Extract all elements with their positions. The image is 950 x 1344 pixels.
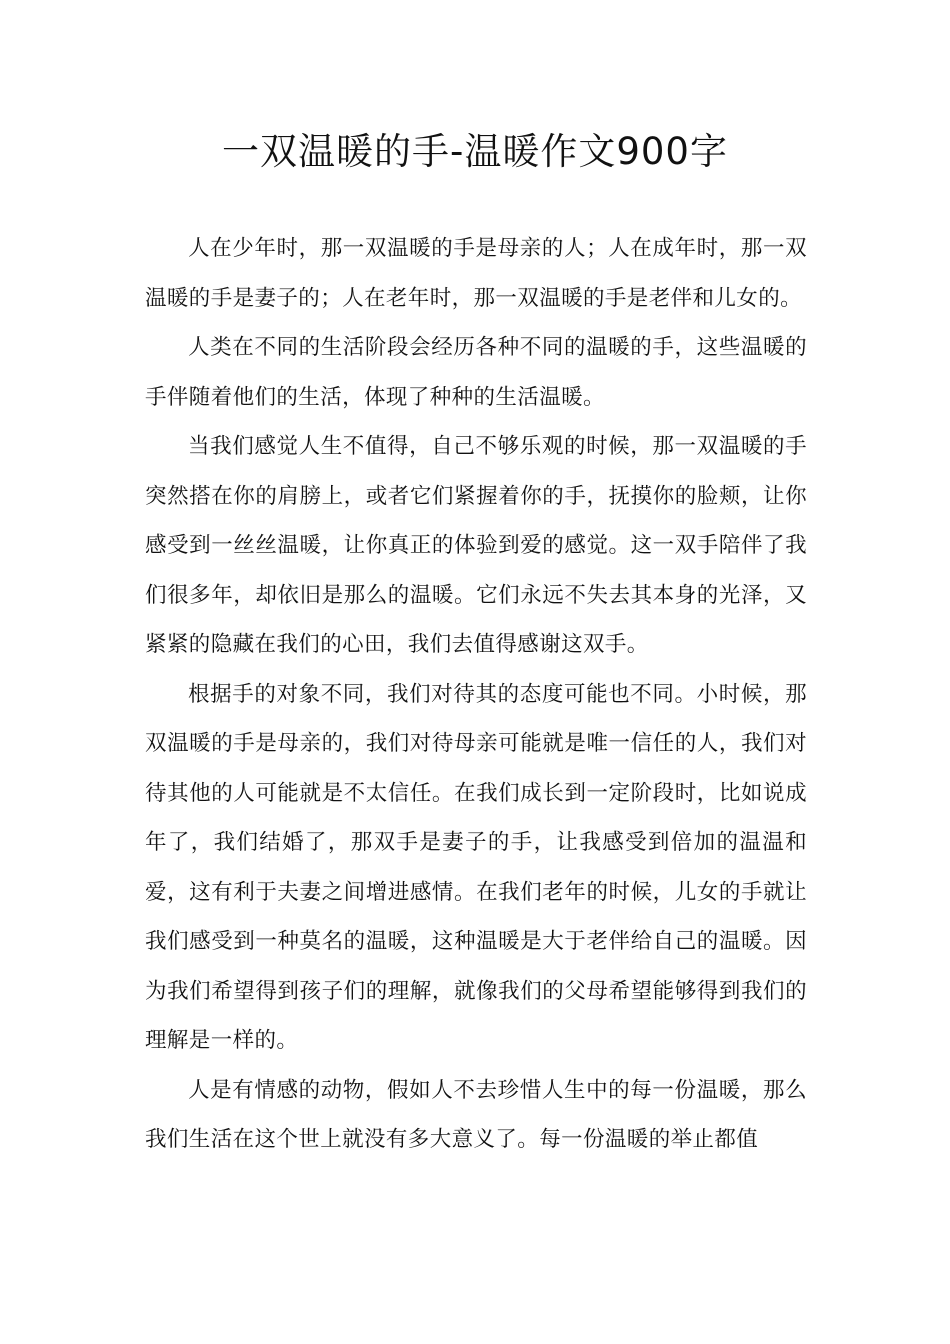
document-body: [145, 224, 807, 1165]
document-title: 一双温暖的手-温暖作文900字: [222, 130, 728, 173]
paragraph-1: 人在少年时，那一双温暖的手是母亲的人；人在成年时，那一双温暖的手是妻子的；人在老年时，那一双温暖的手是老伴和儿女的。: [145, 236, 807, 311]
paragraph-5: 人是有情感的动物，假如人不去珍惜人生中的每一份温暖，那么我们生活在这个世上就没有多大意义了。每一份温暖的举止都值: [145, 1077, 807, 1152]
paragraph-2: 人类在不同的生活阶段会经历各种不同的温暖的手，这些温暖的手伴随着他们的生活，体现了种种的生活温暖。: [145, 335, 807, 410]
paragraph-3: 当我们感觉人生不值得，自己不够乐观的时候，那一双温暖的手突然搭在你的肩膀上，或者它们紧握着你的手，抚摸你的脸颊，让你感受到一丝丝温暖，让你真正的体验到爱的感觉。这一双手陪伴了我们很多年，却依旧是那么的温暖。它们永远不失去其本身的光泽，又紧紧的隐藏在我们的心田，我们去值得感谢这双手。: [145, 434, 807, 657]
paragraph-4: 根据手的对象不同，我们对待其的态度可能也不同。小时候，那双温暖的手是母亲的，我们对待母亲可能就是唯一信任的人，我们对待其他的人可能就是不太信任。在我们成长到一定阶段时，比如说成年了，我们结婚了，那双手是妻子的手，让我感受到倍加的温温和爱，这有利于夫妻之间增进感情。在我们老年的时候，儿女的手就让我们感受到一种莫名的温暖，这种温暖是大于老伴给自己的温暖。因为我们希望得到孩子们的理解，就像我们的父母希望能够得到我们的理解是一样的。: [145, 681, 807, 1053]
